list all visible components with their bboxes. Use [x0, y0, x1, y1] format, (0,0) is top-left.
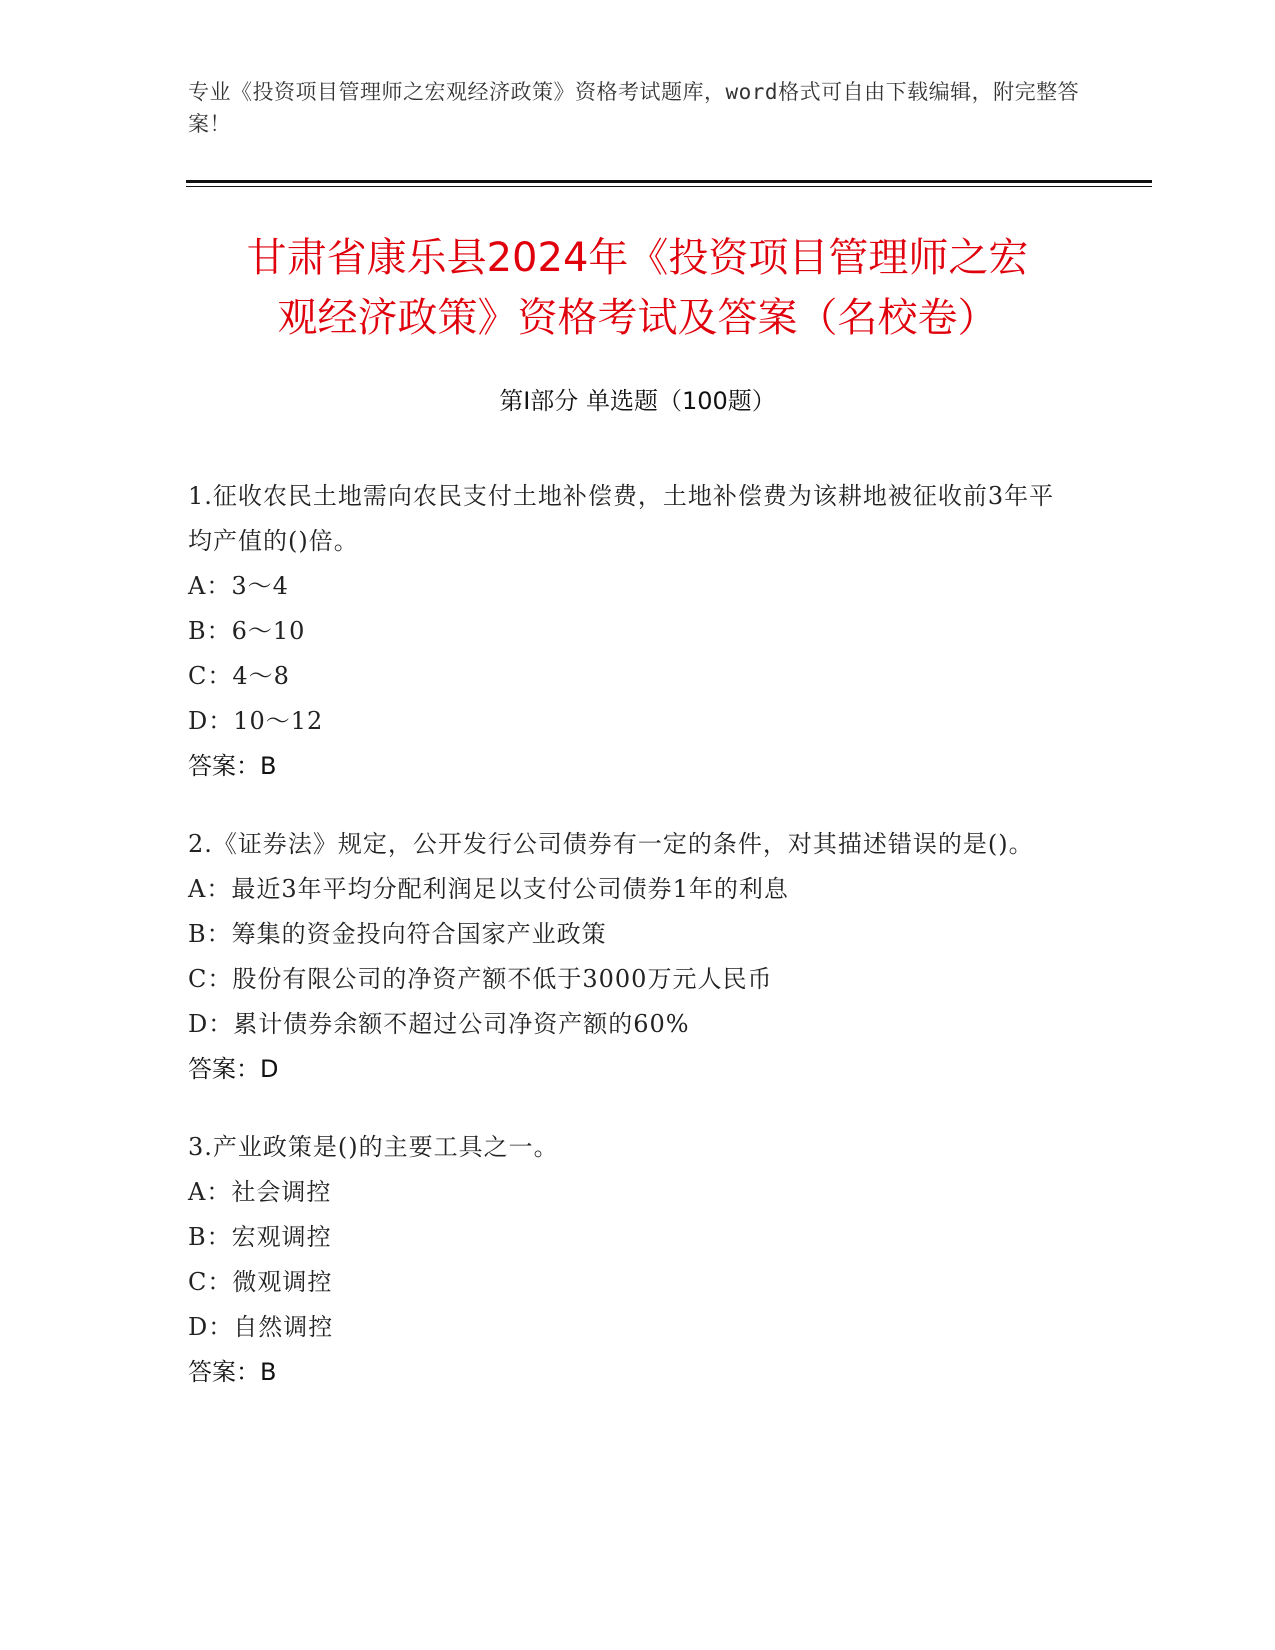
question-list: [188, 474, 1068, 1428]
question-item: [188, 822, 1068, 1092]
document-title-line-1: 甘肃省康乐县2024年《投资项目管理师之宏: [246, 235, 1029, 281]
question-stem: 2.《证券法》规定，公开发行公司债券有一定的条件，对其描述错误的是()。: [188, 830, 1034, 858]
question-option: C：微观调控: [188, 1268, 333, 1296]
question-option: B：6～10: [188, 617, 306, 645]
question-option: B：宏观调控: [188, 1223, 332, 1251]
document-title: [150, 228, 1125, 348]
question-item: [188, 474, 1068, 789]
question-option: C：股份有限公司的净资产额不低于3000万元人民币: [188, 965, 773, 993]
header-note: 专业《投资项目管理师之宏观经济政策》资格考试题库，word格式可自由下载编辑，附完整答案！: [188, 80, 1080, 136]
question-option: A：3～4: [188, 572, 289, 600]
question-option: D：自然调控: [188, 1313, 334, 1341]
document-title-line-2: 观经济政策》资格考试及答案（名校卷）: [277, 295, 998, 341]
question-stem: 1.征收农民土地需向农民支付土地补偿费，土地补偿费为该耕地被征收前3年平均产值的()倍。: [188, 482, 1055, 555]
header-divider-thick: [186, 180, 1152, 183]
question-option: C：4～8: [188, 662, 290, 690]
question-answer: 答案：B: [188, 1358, 277, 1386]
question-option: A：最近3年平均分配利润足以支付公司债券1年的利息: [188, 875, 789, 903]
question-stem: 3.产业政策是()的主要工具之一。: [188, 1133, 559, 1161]
question-answer: 答案：B: [188, 752, 277, 780]
section-heading: 第Ⅰ部分 单选题（100题）: [499, 387, 776, 415]
question-answer: 答案：D: [188, 1055, 279, 1083]
question-option: A：社会调控: [188, 1178, 332, 1206]
question-option: D：累计债券余额不超过公司净资产额的60%: [188, 1010, 690, 1038]
header-divider-thin: [186, 186, 1152, 187]
question-option: B：筹集的资金投向符合国家产业政策: [188, 920, 607, 948]
question-item: [188, 1125, 1068, 1395]
question-option: D：10～12: [188, 707, 324, 735]
